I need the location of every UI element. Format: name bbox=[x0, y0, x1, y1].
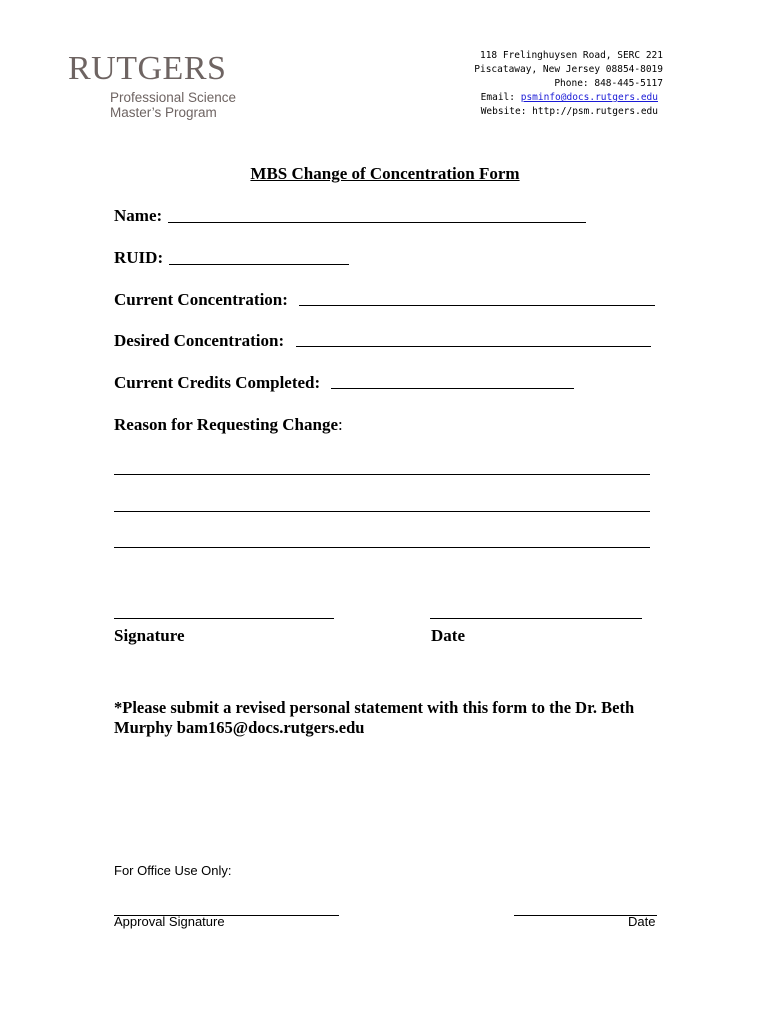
address-email-line bbox=[481, 92, 658, 103]
form-title: MBS Change of Concentration Form bbox=[250, 164, 520, 183]
date-label: Date bbox=[431, 626, 465, 645]
credits-field[interactable] bbox=[331, 388, 574, 389]
desired-concentration-label: Desired Concentration: bbox=[114, 331, 285, 350]
reason-label bbox=[114, 415, 343, 435]
address-phone: Phone: 848-445-5117 bbox=[554, 78, 663, 89]
current-concentration-label: Current Concentration: bbox=[114, 290, 288, 309]
email-link[interactable]: psminfo@docs.rutgers.edu bbox=[520, 92, 658, 103]
logo-subtitle-line2: Master’s Program bbox=[110, 105, 217, 120]
ruid-label: RUID: bbox=[114, 248, 164, 267]
rutgers-logo: RUTGERS bbox=[68, 50, 227, 87]
address-street: 118 Frelinghuysen Road, SERC 221 bbox=[479, 50, 663, 61]
reason-line-1[interactable] bbox=[114, 474, 650, 475]
desired-concentration-field[interactable] bbox=[296, 346, 651, 347]
email-label: Email: bbox=[480, 92, 521, 103]
credits-label: Current Credits Completed: bbox=[114, 373, 321, 392]
signature-line[interactable] bbox=[114, 618, 334, 619]
signature-label: Signature bbox=[114, 626, 185, 645]
name-label: Name: bbox=[114, 206, 163, 225]
reason-line-2[interactable] bbox=[114, 511, 650, 512]
current-concentration-field[interactable] bbox=[299, 305, 655, 306]
name-field[interactable] bbox=[168, 222, 586, 223]
ruid-field[interactable] bbox=[169, 264, 349, 265]
office-date-label: Date bbox=[628, 914, 656, 929]
office-use-heading: For Office Use Only: bbox=[114, 863, 232, 878]
date-line[interactable] bbox=[430, 618, 642, 619]
approval-signature-label: Approval Signature bbox=[114, 914, 225, 929]
reason-label-text: Reason for Requesting Change bbox=[114, 415, 339, 434]
address-website: Website: http://psm.rutgers.edu bbox=[480, 106, 658, 117]
reason-colon: : bbox=[338, 415, 343, 434]
logo-subtitle-line1: Professional Science bbox=[110, 90, 237, 105]
reason-line-3[interactable] bbox=[114, 547, 650, 548]
address-city: Piscataway, New Jersey 08854-8019 bbox=[474, 64, 663, 75]
submission-note: *Please submit a revised personal statement with this form to the Dr. Beth Murphy bam165@docs.rutgers.edu bbox=[114, 698, 635, 737]
